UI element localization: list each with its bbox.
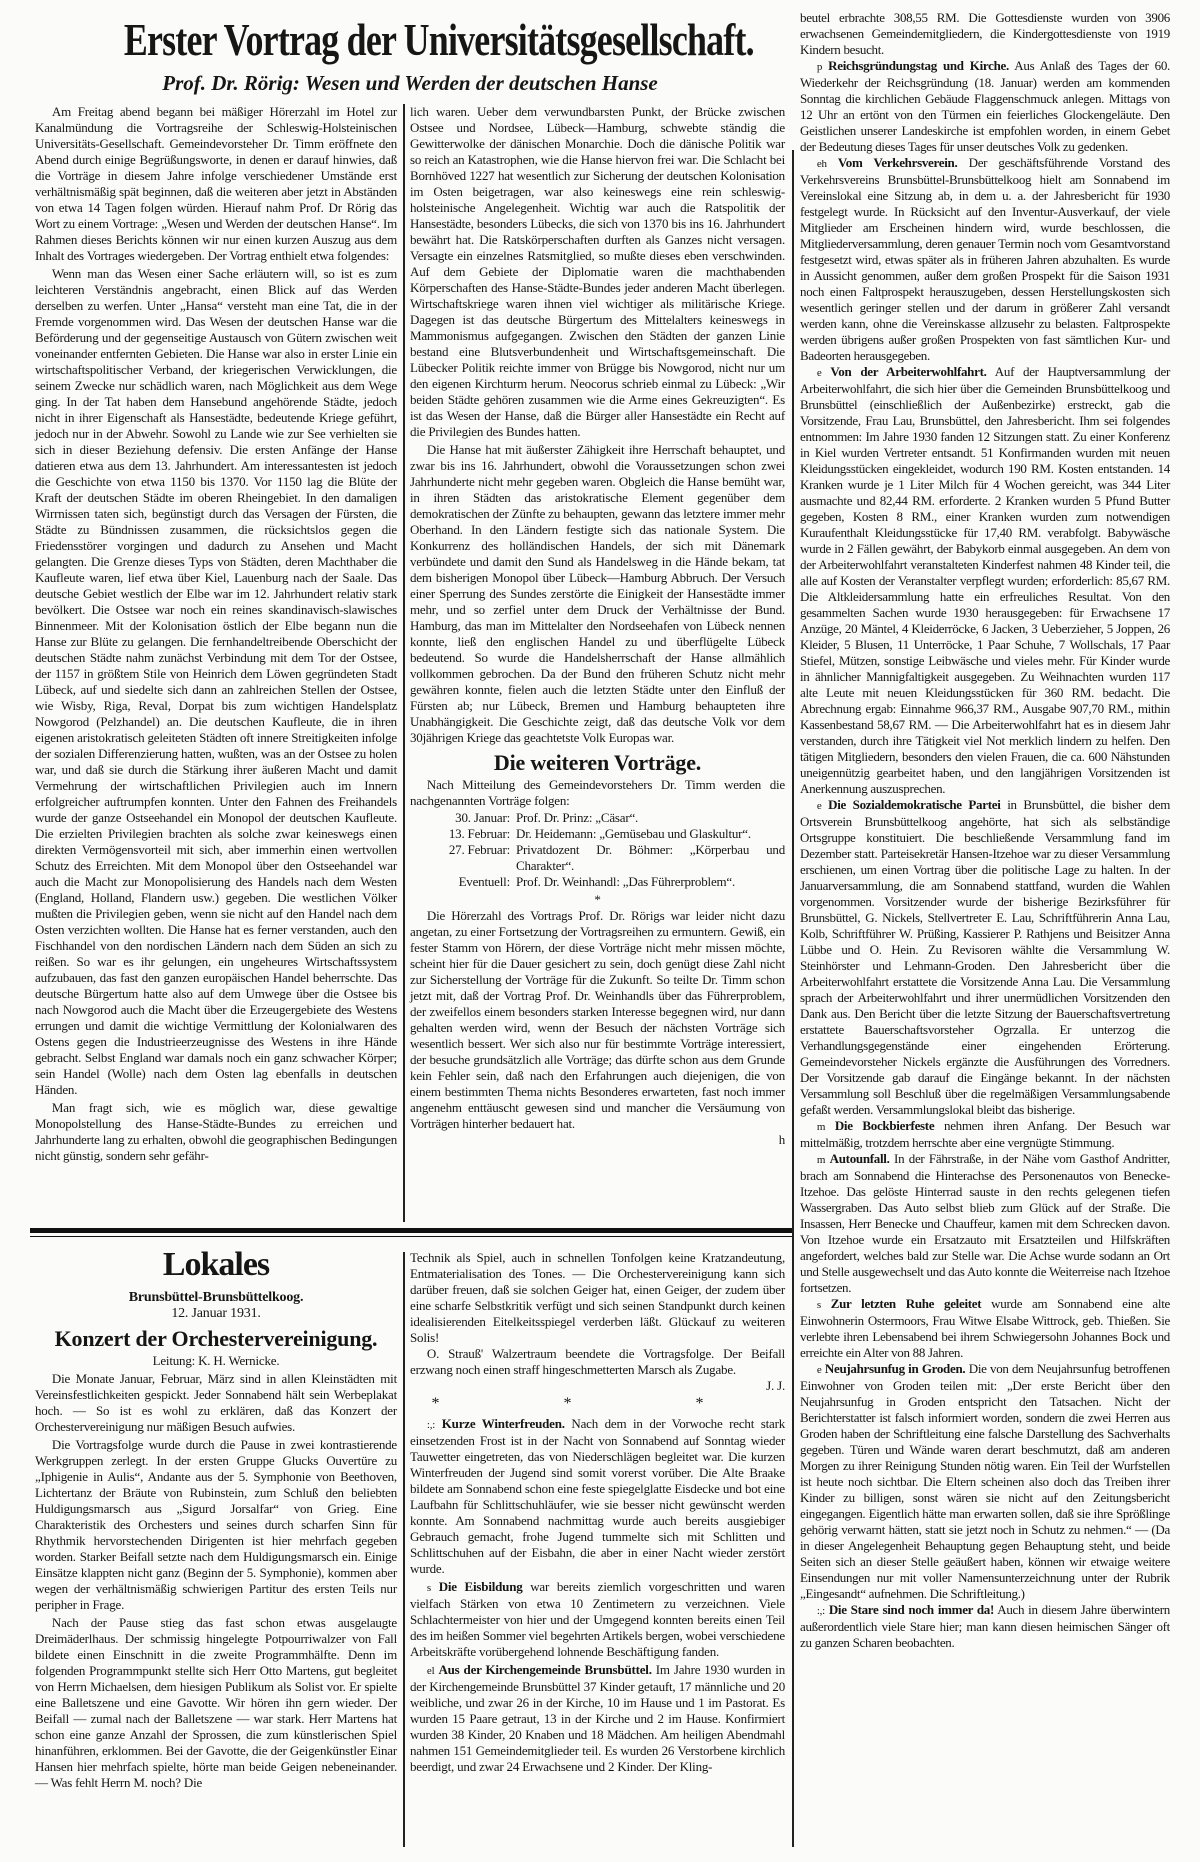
news-marker: m [816, 1121, 826, 1133]
section-divider-thin [30, 1236, 792, 1237]
further-lectures-heading: Die weiteren Vorträge. [493, 750, 702, 775]
news-item [800, 58, 1170, 155]
news-text: beutel erbrachte 308,55 RM. Die Gottesdienste wurden von 3906 erwachsenen Gemeindemitgliedern, die Kindergottesdienste von 1919 Kindern besucht. [800, 10, 1170, 57]
lecture-column-1 [35, 104, 397, 1164]
news-item [800, 364, 1170, 797]
concert-paragraph: Die Monate Januar, Februar, März sind in allen Kleinstädten mit Vereinsfestlichkeiten gespickt. Jeder Sonnabend hält sein Werbeplakat hoch. — So ist es wohl zu erklären, daß das Konzert der Orchestervereinigung nur mäßigen Besuch aufwies. [35, 1371, 397, 1434]
news-title: Reichsgründungstag und Kirche. [828, 58, 1009, 73]
news-title: Die Sozialdemokratische Partei [828, 797, 1001, 812]
news-item [800, 797, 1170, 1118]
headline [35, 14, 785, 66]
news-marker: e [816, 367, 822, 379]
concert-paragraph: O. Strauß' Walzertraum beendete die Vortragsfolge. Der Beifall erzwang noch einen straff hingeschmetterten Marsch als Zugabe. [410, 1346, 785, 1377]
schedule-date: 13. Februar: [448, 826, 510, 841]
local-column-1 [35, 1246, 397, 1791]
schedule-item [410, 810, 785, 826]
concert-heading: Konzert der Orchestervereinigung. [54, 1326, 378, 1351]
news-marker: m [816, 1154, 826, 1166]
column-divider [792, 150, 794, 1847]
news-text: Die von dem Neujahrsunfug betroffenen Einwohner von Groden teilen mit: „Der erste Bericht über den Neujahrsunfug in Groden entspricht den Tatsachen. Nicht der Berichterstatter ist falsch informiert worden, sondern die zwei Herren aus Groden haben der Schriftleitung eine falsche Darstellung des Sachverhalts gegeben. Türen und Wände waren derart beschmutzt, daß am anderen Morgen zu ihrer Reinigung Stunden nötig waren. Ein Teil der Wurfstellen ist heute noch sichtbar. Die Eltern scheinen also doch das Treiben ihrer Kinder zu billigen, sonst wären sie nicht auf den Zeitungsbericht eingegangen. Eigentlich hätte man erwarten sollen, daß sie ihre Sprößlinge gehörig verwarnt hätten, statt sie jetzt noch in Schutz zu nehmen.“ — (Da in dieser Angelegenheit Behauptung gegen Behauptung steht, und beide Seiten sich an dieser Stelle geäußert haben, können wir etwaige weitere Einsendungen nur mit voller Namensunterzeichnung unter der Rubrik „Eingesandt“ aufnehmen. Die Schriftleitung.) [800, 1361, 1170, 1601]
news-title: Zur letzten Ruhe geleitet [830, 1296, 982, 1311]
lecture-paragraph: Die Hanse hat mit äußerster Zähigkeit ihre Herrschaft behauptet, und zwar bis ins 16. Jahrhundert, obwohl die Voraussetzungen schon zwei Jahrhunderte nicht mehr gegeben waren. Obgleich die Hanse bemüht war, in ihren Städten das aristokratische Element gegenüber dem demokratischen der Zünfte zu behaupten, gewann das letztere immer mehr Oberhand. In den Ländern festigte sich das nationale System. Die Konkurrenz des holländischen Handels, der sich mit Dänemark verbündete und damit den Sund als Handelsweg in die Hände bekam, tat dem bisherigen Monopol über Lübeck—Hamburg Abbruch. Der Versuch einer Sperrung des Sundes zerstörte die Einigkeit der Hansestädte immer mehr, und so zerfiel unter dem Druck der Verhältnisse der Bund. Hamburg, das man im Mittelalter den Nordseehafen von Lübeck nennen konnte, ließ den englischen Handel zu und überflügelte Lübeck bedeutend. So wurde die Handelsherrschaft der Hanse allmählich vollkommen gebrochen. Da der Bund den früheren Schutz nicht mehr gewähren konnte, fielen auch die letzten Städte unter den Einfluß der Fürsten ab; nur Lübeck, Bremen und Hamburg behaupteten ihre Unabhängigkeit. Die Geschichte zeigt, daß das deutsche Volk vor dem 30jährigen Kriege das geachtetste Volk Europas war. [410, 442, 785, 745]
note-text: Im Jahre 1930 wurden in der Kirchengemeinde Brunsbüttel 37 Kinder getauft, 17 männliche und 20 weibliche, und zwar 26 in der Kirche, 10 im Hause und 1 im Pastorat. Es wurden 15 Paare getraut, 13 in der Kirche und 2 im Hause. Konfirmiert wurden 38 Kinder, 20 Knaben und 18 Mädchen. Am heiligen Abendmahl nahmen 151 Gemeindemitglieder teil. Es wurden 26 Verstorbene kirchlich beerdigt, und zwar 24 Erwachsene und 2 Kinder. Der Kling- [410, 1662, 785, 1774]
news-item [800, 10, 1170, 58]
column-divider [403, 1252, 405, 1847]
news-item [800, 1151, 1170, 1296]
news-marker: e [816, 1364, 822, 1376]
right-news-column [800, 10, 1170, 1651]
news-title: Die Stare sind noch immer da! [828, 1602, 995, 1617]
schedule-item [410, 842, 785, 874]
news-marker: e [816, 800, 822, 812]
note-marker: :,: [426, 1419, 436, 1431]
further-lectures-intro: Nach Mitteilung des Gemeindevorstehers Dr. Timm werden die nachgenannten Vorträge folgen: [410, 777, 785, 808]
further-closing: Die Hörerzahl des Vortrags Prof. Dr. Rörigs war leider nicht dazu angetan, zu einer Fortsetzung der Vortragsreihen zu ermuntern. Gewiß, ein fester Stamm von Hörern, der diese Vorträge nicht mehr missen möchte, scheint hier für die Dauer gesichert zu sein, doch genügt diese Zahl nicht zur Sicherstellung der Vorträge für die Zukunft. So teilte Dr. Timm schon jetzt mit, daß der Vortrag Prof. Dr. Weinhandls über das Führerproblem, der zweifellos einem besonders starken Interesse begegnen wird, nur dann gehalten werden wird, wenn der Besuch der nächsten Vorträge sich wesentlich bessert. Wer sich also nur für bestimmte Vorträge interessiert, der besuche grundsätzlich alle Vorträge; das dürfte schon aus dem Grunde kein Fehler sein, daß nach den Erfahrungen auch diejenigen, die von einem bestimmten Thema nichts Besonderes erwarteten, fast noch immer angenehm enttäuscht gewesen sind und mancher die Versäumung von Vorträgen hinterher bedauert hat. [410, 908, 785, 1131]
news-item [800, 1118, 1170, 1151]
local-section-heading: Lokales [162, 1246, 270, 1283]
news-title: Vom Verkehrsverein. [837, 155, 958, 170]
lecture-paragraph: lich waren. Ueber dem verwundbarsten Punkt, der Brücke zwischen Ostsee und Nordsee, Lübeck—Hamburg, schwebte ständig die Gewitterwolke der dänischen Monarchie. Doch die dänische Politik war so reich an Katastrophen, wie die Hanse hiervon frei war. Die Schlacht bei Bornhöved 1227 hat wesentlich zur Sicherung der deutschen Kolonisation im Osten beigetragen, war also keineswegs eine rein schleswig-holsteinische Angelegenheit. Wichtig war auch die Ratspolitik der Hansestädte, besonders Lübecks, die sich von 1370 bis ins 16. Jahrhundert bewährt hat. Die Ratskörperschaften durften als Ganzes nicht versagen. Versagte ein einzelnes Ratsmitglied, so mußte dieses eben verschwinden. Auf dem Gebiete der Diplomatie waren die machthabenden Körperschaften des Hanse-Städte-Bundes jeder anderen Macht überlegen. Wirtschaftskriege waren ihnen viel wichtiger als militärische Kriege. Dagegen ist das deutsche Bürgertum des Mittelalters keineswegs in Mammonismus aufgegangen. Zwischen den Städten der ganzen Linie bestand eine Blutsverbundenheit und Wirtschaftsgemeinschaft. Die Lübecker Politik reichte immer von Brügge bis Nowgorod, nicht nur um den eigenen Kirchturm herum. Neocorus schrieb einmal zu Lübeck: „Wir beiden Städte gehören zusammen wie die Arme eines Gekreuzigten“. Es ist das Wesen der Hanse, daß die Bürger aller Hansestädte ein Recht auf die Privilegien des Bundes hatten. [410, 104, 785, 439]
column-divider [403, 104, 405, 1222]
lecture-schedule [410, 810, 785, 890]
local-note [410, 1662, 785, 1775]
schedule-topic: Privatdozent Dr. Böhmer: „Körperbau und Charakter“. [516, 842, 785, 873]
local-place: Brunsbüttel-Brunsbüttelkoog. [128, 1290, 304, 1305]
subheadline: Prof. Dr. Rörig: Wesen und Werden der deutschen Hanse [162, 71, 658, 95]
note-title: Die Eisbildung [438, 1579, 523, 1594]
news-item [800, 1361, 1170, 1602]
news-text: Auch in diesem Jahre überwintern außerordentlich viele Stare hier; man kann diesen heimischen Sänger oft zu ganzen Scharen beobachten. [800, 1602, 1170, 1650]
news-item [800, 1602, 1170, 1651]
lecture-column-2 [410, 104, 785, 1148]
note-title: Kurze Winterfreuden. [441, 1416, 565, 1431]
note-text: Nach dem in der Vorwoche recht stark einsetzenden Frost ist in der Nacht von Sonnabend auf Sonntag wieder Tauwetter eingetreten, das von Niederschlägen begleitet war. Die kurzen Winterfreuden der Jugend sind somit vorerst vorüber. Die Alte Braake bildete am Sonnabend schon eine feste spiegelglatte Eisdecke und bot eine Laufbahn für Schlittschuhläufer, wie sie besser nicht gewünscht werden konnte. Am Sonnabend nachmittag wurde auch bereits ausgiebiger Gebrauch gemacht, frohe Jugend tummelte sich mit Schlitten und Schlittschuhen auf der Eisbahn, die aber in einer Nacht wieder zerstört wurde. [410, 1416, 785, 1576]
news-text: wurde am Sonnabend eine alte Einwohnerin Ostermoors, Frau Witwe Elsabe Wittrock, geb. Thießen. Sie verlebte ihren Lebensabend bei ihrem Schwiegersohn Johannes Bock und erreichte ein Alter von 88 Jahren. [800, 1296, 1171, 1360]
star-separator: * [594, 892, 601, 907]
news-text: in Brunsbüttel, die bisher dem Ortsverein Brunsbüttelkoog angehörte, hat sich als selbständige Ortsgruppe konstituiert. Die beschließende Versammlung fand im Dezember statt. Parteisekretär Hansen-Itzehoe war zu dieser Versammlung erschienen, um einen Vortrag über die politische Lage zu halten. In der Januarversammlung, die am Sonnabend stattfand, wurden die Wahlen vorgenommen. Vorsitzender wurde der bisherige Bezirksführer für Brunsbüttel, G. Nickels, Stellvertreter E. Lau, Schriftführerin Anna Lau, Kolb, Schriftführer W. Prüßing, Kassierer P. Rathjens und Beisitzer Anna Lübbe und O. Hein. Zu Revisoren wählte die Versammlung W. Steinhörster und Lehmann-Groden. Den Jahresbericht über die Arbeiterwohlfahrt erstattete die Vorsitzende Anna Lau. Die Versammlung sprach der Arbeiterwohlfahrt und ihrer unermüdlichen Vorsitzenden den Dank aus. Den Bericht über die letzte Sitzung der Bauerschaftsvertretung erstattete Bauerschaftsvorsteher Ogrzalla. Er unterzog die Verhandlungsgegenstände einer eingehenden Erörterung. Gemeindevorsteher Nickels ergänzte die Ausführungen des Vorredners. Der Vorsitzende gab darauf die Eingänge bekannt. In der nächsten Versammlung soll Beschluß über die regelmäßigen Versammlungsabende gefaßt werden. Versammlungslokal bleibt das bisherige. [800, 797, 1171, 1117]
news-title: Die Bockbierfeste [834, 1118, 935, 1133]
news-text: Aus Anlaß des Tages der 60. Wiederkehr der Reichsgründung (18. Januar) werden am kommenden Sonntag die kirchlichen Gebäude Flaggenschmuck anlegen. Mittags von 12 Uhr an ertönt von den Türmen ein feierliches Glockengeläute. Den Geistlichen unserer Landeskirche ist empfohlen worden, in einem Gebet der Bedeutung dieses Tages für unser deutsches Volk zu gedenken. [800, 58, 1171, 154]
note-marker: s [426, 1582, 431, 1594]
note-title: Aus der Kirchengemeinde Brunsbüttel. [438, 1662, 652, 1677]
news-item [800, 1296, 1170, 1361]
lecture-intro: Am Freitag abend begann bei mäßiger Hörerzahl im Hotel zur Kanalmündung die Vortragsreihe der Schleswig-Holsteinischen Universitäts-Gesellschaft. Gemeindevorsteher Dr. Timm eröffnete den Abend durch einige Begrüßungsworte, in denen er darauf hinwies, daß die Vorträge in diesem Jahre infolge verschiedener Umstände erst verhältnismäßig spät beginnen, daß die weiteren aber jetzt in Abständen von etwa 14 Tagen folgen würden. Hierauf nahm Prof. Dr Rörig das Wort zu einem Vortrage: „Wesen und Werden der deutschen Hanse“. Im Rahmen dieses Berichts können wir nur einen kurzen Auszug aus dem Inhalt des Vortrages wiedergeben. Der Vortrag enthielt etwa folgendes: [35, 104, 397, 263]
schedule-topic: Dr. Heidemann: „Gemüsebau und Glaskultur“. [516, 826, 751, 841]
local-column-2 [410, 1250, 785, 1775]
news-marker: p [816, 61, 823, 73]
schedule-date: 27. Februar: [448, 842, 510, 857]
schedule-date: Eventuell: [458, 874, 510, 889]
news-text: Der geschäftsführende Vorstand des Verkehrsvereins Brunsbüttel-Brunsbüttelkoog hielt am Sonnabend im Vereinslokal eine Sitzung ab, in dem u. a. der Jahresbericht für 1930 festgelegt wurde. In Rücksicht auf den Inventur-Ausverkauf, der viele Mitglieder am Erscheinen hindern wird, wurde beschlossen, die Mitgliederversammlung, deren genauer Termin noch vom Gesamtvorstand festgesetzt wird, etwas später als in früheren Jahren abzuhalten. Es wurde in Aussicht genommen, außer dem großen Prospekt für die Saison 1931 noch einen Faltprospekt herauszugeben, dessen Herstellungskosten sich wesentlich geringer stellen und der darum in größerer Zahl versandt werden kann, ohne die Vereinskasse allzusehr zu belasten. Faltprospekte werden übrigens außer großen Prospekten von fast sämtlichen Kur- und Badeorten herausgegeben. [800, 155, 1170, 363]
concert-paragraph: Die Vortragsfolge wurde durch die Pause in zwei kontrastierende Werkgruppen zerlegt. In der ersten Gruppe Glucks Ouvertüre zu „Iphigenie in Aulis“, Andante aus der 5. Symphonie von Beethoven, Lichtertanz der Bräute von Rubinstein, zum Schluß den beliebten Huldigungsmarsch aus „Sigurd Jorsalfar“ von Grieg. Eine Charakteristik des Orchesters und seines durch scharfen Sinn für Rhythmik hervorstechenden Dirigenten ist hier mehrfach gegeben worden. Starker Beifall setzte nach dem Huldigungsmarsch ein. Einige Einsätze klappten nicht ganz (Beginn der 5. Symphonie), kommen aber wegen der verhältnismäßig schwierigen Partitur des ersten Teils nur peripher in Frage. [35, 1437, 397, 1612]
schedule-item [410, 874, 785, 890]
local-note [410, 1416, 785, 1577]
note-marker: el [426, 1665, 435, 1677]
news-text: Auf der Hauptversammlung der Arbeiterwohlfahrt, die sich hier über die Gemeinden Brunsbüttelkoog und Brunsbüttel (einschließlich der Außenbezirke) erstreckt, gab die Vorsitzende, Frau Lau, Brunsbüttel, den Jahresbericht. Ihm sei folgendes entnommen: Im Jahre 1930 fanden 12 Sitzungen statt. Zu einer Konferenz in Kiel wurden Vertreter entsandt. 51 Konfirmanden wurden mit neuen Kleidungsstücken eingekleidet, wodurch 190 RM. Kosten entstanden. 14 Kranken wurde je 1 Liter Milch für 4 Wochen gereicht, was 344 Liter ausmachte und 82,44 RM. erforderte. 2 Kranken wurden 5 Pfund Butter gegeben, Kosten 8 RM., einer Kranken wurden zum notwendigen Kuraufenthalt Kleidungsstücke für 17,40 RM. verabfolgt. Babywäsche wurde in 2 Fällen gewährt, der Babykorb einmal ausgegeben. An dem von der Arbeiterwohlfahrt veranstalteten Kinderfest nahmen 48 Kinder teil, die alle auf Kosten der Veranstalter verpflegt wurden; erforderlich: 85,67 RM. Die Altkleidersammlung hatte ein erfreuliches Resultat. Von den gesammelten Sachen wurde 1930 herausgegeben: für Erwachsene 17 Anzüge, 20 Mäntel, 4 Kleiderröcke, 6 Jacken, 3 Ueberzieher, 5 Joppen, 26 Kleider, 5 Blusen, 11 Unterröcke, 1 Paar Schuhe, 7 Wollschals, 17 Paar Stiefel, Mützen, sonstige Leibwäsche und vieles mehr. Für Kinder wurde in ähnlicher Mannigfaltigkeit ausgegeben. Zu Weihnachten wurden 117 alte Leute mit neuen Kleidungsstücken für 360 RM. bedacht. Die Abrechnung ergab: Einnahme 966,37 RM., Ausgabe 907,70 RM., mithin Kassenbestand 58,67 RM. — Die Arbeiterwohlfahrt hat es in diesem Jahr verstanden, durch ihre Tätigkeit viel Not merklich lindern zu helfen. Den tätigen Mitgliedern, besonders den vielen Frauen, die ca. 600 Nähstunden uneigennützig gearbeitet haben, und den langjährigen Vorsitzenden ist Anerkennung auszusprechen. [800, 364, 1170, 796]
news-text: In der Fährstraße, in der Nähe vom Gasthof Andritter, brach am Sonnabend die Hinterachse des Personenautos von Benecke-Itzehoe. Das gelöste Hinterrad sauste in den rechts gelegenen tiefen Wassergraben. Das Auto selbst blieb zum Glück auf der Straße. Die Insassen, Herr Benecke und Chauffeur, kamen mit dem Schrecken davon. Von Itzehoe wurde ein Ersatzauto mit Ersatzteilen und Hilfskräften angefordert, welches bald zur Stelle war. Die Achse wurde sodann an Ort und Stelle ausgewechselt und das Auto konnte die Weiterreise nach Itzehoe fortsetzen. [800, 1151, 1171, 1295]
concert-paragraph: Nach der Pause stieg das fast schon etwas ausgelaugte Dreimäderlhaus. Der schmissig hingelegte Potpourriwalzer von Fall bildete einen Einschnitt in die zweite Programmhälfte. Denn im folgenden Programmpunkt stellte sich Herr Otto Martens, gut begleitet von Herrn Michaelsen, dem hiesigen Publikum als Solist vor. Er spielte eine Balletszene und eine Gavotte. Wir hören ihn gern wieder. Der Beifall — zumal nach der Balletszene — war stark. Herr Martens hat schon eine ganze Anzahl der Sprossen, die zum künstlerischen Spiel hinanführen, erklommen. Bei der Gavotte, die der Geigenkünstler Einar Hansen hier mehrfach spielte, hörte man beide Geigen nebeneinander. — Was fehlt Herrn M. noch? Die [35, 1615, 397, 1790]
concert-signature: J. J. [766, 1378, 785, 1393]
concert-conductor: Leitung: K. H. Wernicke. [152, 1353, 280, 1368]
news-title: Von der Arbeiterwohlfahrt. [830, 364, 987, 379]
note-text: war bereits ziemlich vorgeschritten und waren vielfach Stärken von etwa 10 Zentimetern zu verzeichnen. Viele Schlachtermeister von hier und der Umgegend konnten bereits einen Teil des im heißen Sommer viel begehrten Artikels bergen, wobei verschiedene Arbeitskräfte vorübergehend lohnende Beschäftigung fanden. [410, 1579, 785, 1659]
schedule-date: 30. Januar: [455, 810, 510, 825]
author-signature: h [778, 1132, 785, 1147]
lecture-paragraph: Wenn man das Wesen einer Sache erläutern will, so ist es zum leichteren Verständnis angebracht, einen Blick auf das Werden derselben zu werfen. Unter „Hansa“ versteht man eine Tat, die in der Fremde vorgenommen wird. Das Wesen der deutschen Hanse war die Beförderung und der gegenseitige Austausch von Gütern zwischen weit voneinander entfernten Gebieten. Die Hanse war also in erster Linie ein wirtschaftspolitischer Verband, der kriegerischen Verwicklungen, die seinem Zwecke nur schädlich waren, nach Möglichkeit aus dem Wege ging. In der Tat haben dem Hansebund angehörende Städte, jedoch nicht in ihrer Eigenschaft als Hansestädte, bedeutende Kriege geführt, jedoch nur in der Abwehr. Sowohl zu Lande wie zur See verhielten sie sich in dieser Beziehung defensiv. Die ersten Anfänge der Hanse datieren etwa aus dem 13. Jahrhundert. Am interessantesten ist jedoch die Geschichte von etwa 1150 bis 1370. Vor 1150 lag die Blüte der Kraft der deutschen Städte im oberen Rheingebiet. In den damaligen Wirrnissen taten sich, begünstigt durch das Versagen der Fürsten, die Städte zu Bündnissen zusammen, die rücksichtslos gegen die Friedensstörer vorgingen und dadurch zu Ansehen und Macht gelangten. Die Grenze dieses Typs von Städten, deren Machthaber die Kaufleute waren, lief etwa über Kiel, Lauenburg nach der Saale. Das deutsche Gebiet westlich der Elbe war im 12. Jahrhundert relativ stark bevölkert. Die Ostsee war noch ein reines skandinavisch-slawisches Binnenmeer. Mit der Kolonisation östlich der Elbe begann nun die Hanse zur Blüte zu gelangen. Die fernhandeltreibende Oberschicht der deutschen Städte nahm zunächst Verbindung mit dem Tor der Ostsee, der 1157 in größtem Stile von Heinrich dem Löwen gegründeten Stadt Lübeck, auf und siedelte sich dann an zahlreichen Stellen der Ostsee, wie Wisby, Riga, Reval, Dorpat bis zum wichtigen Handelsplatz Nowgorod (Pelzhandel) an. Die deutschen Kaufleute, die in ihren eigenen aristokratisch geleiteten Städten oft innere Streitigkeiten infolge der sozialen Differenzierung hatten, wußten, was an der Ostsee zu holen war, und daß sie durch die Stärkung ihrer äußeren Macht und damit Vermehrung der wirtschaftlichen Privilegien auch im Innern erfolgreicher auftrumpfen konnten. Unter den Fahnen des Freihandels wurde der ganze Ostseehandel ein Monopol der deutschen Kaufleute. Die erzielten Privilegien brachten als solche zwar keineswegs einen direkten Vermögensvorteil mit sich, aber immerhin einen wertvollen Schutz des Erreichten. Mit dem Monopol über den Ostseehandel war auch die Macht zur Monopolisierung des Handels nach dem Westen (England, Holland, Flandern usw.) gegeben. Die westlichen Völker mußten die Privilegien geben, wenn sie nicht auf den Handel nach dem Osten verzichten wollten. Die Hanse hat es ferner verstanden, auch den Fischhandel von den nordischen Ländern nach dem Süden an sich zu reißen. So war es ihr gelungen, ein ungeheures Wirtschaftssystem aufzubauen, das fast den ganzen europäischen Handel beherrschte. Das deutsche Bürgertum hatte also auf dem Umwege über die Ostsee bis nach Nowgorod auch die Macht über die Erzeugergebiete des Westens errungen und damit die wichtige Vermittlung der Kolonialwaren des Ostens gegen die Industrieerzeugnisse des Westens in ihre Hände gebracht. Selbst England war damals noch ein ganz schwacher Körper; sein Handel (Wolle) nach dem Osten lag ebenfalls in deutschen Händen. [35, 266, 397, 1097]
schedule-topic: Prof. Dr. Weinhandl: „Das Führerproblem“. [516, 874, 736, 889]
news-marker: eh [816, 158, 827, 170]
news-marker: :,: [816, 1605, 825, 1617]
schedule-topic: Prof. Dr. Prinz: „Cäsar“. [516, 810, 639, 825]
news-marker: s [816, 1299, 821, 1311]
local-date: 12. Januar 1931. [171, 1306, 261, 1321]
news-title: Autounfall. [829, 1151, 890, 1166]
news-item [800, 155, 1170, 364]
headline-text: Erster Vortrag der Universitätsgesellschaft. [123, 14, 754, 65]
schedule-item [410, 826, 785, 842]
concert-paragraph: Technik als Spiel, auch in schnellen Tonfolgen keine Kratzandeutung, Entmaterialisation des Tones. — Die Orchestervereinigung kann sich darüber freuen, daß sie solchen Geiger hat, einen Geiger, der zudem über eine scharfe Selbstkritik verfügt und sich seinen Standpunkt durch keinen idealisierenden Eitelkeitsspiegel verderben läßt. Glückauf zu weiteren Solis! [410, 1250, 785, 1345]
news-title: Neujahrsunfug in Groden. [824, 1361, 966, 1376]
lecture-paragraph: Man fragt sich, wie es möglich war, diese gewaltige Monopolstellung des Hanse-Städte-Bundes zu erreichen und Jahrhunderte lang zu erhalten, obwohl die geographischen Bedingungen nicht günstig, sondern sehr gefähr- [35, 1100, 397, 1163]
section-divider [30, 1228, 792, 1233]
star-separator: * * * [431, 1395, 764, 1412]
local-note [410, 1579, 785, 1660]
news-text: nehmen ihren Anfang. Der Besuch war mittelmäßig, trotzdem herrschte aber eine vergnügte Stimmung. [800, 1118, 1171, 1150]
